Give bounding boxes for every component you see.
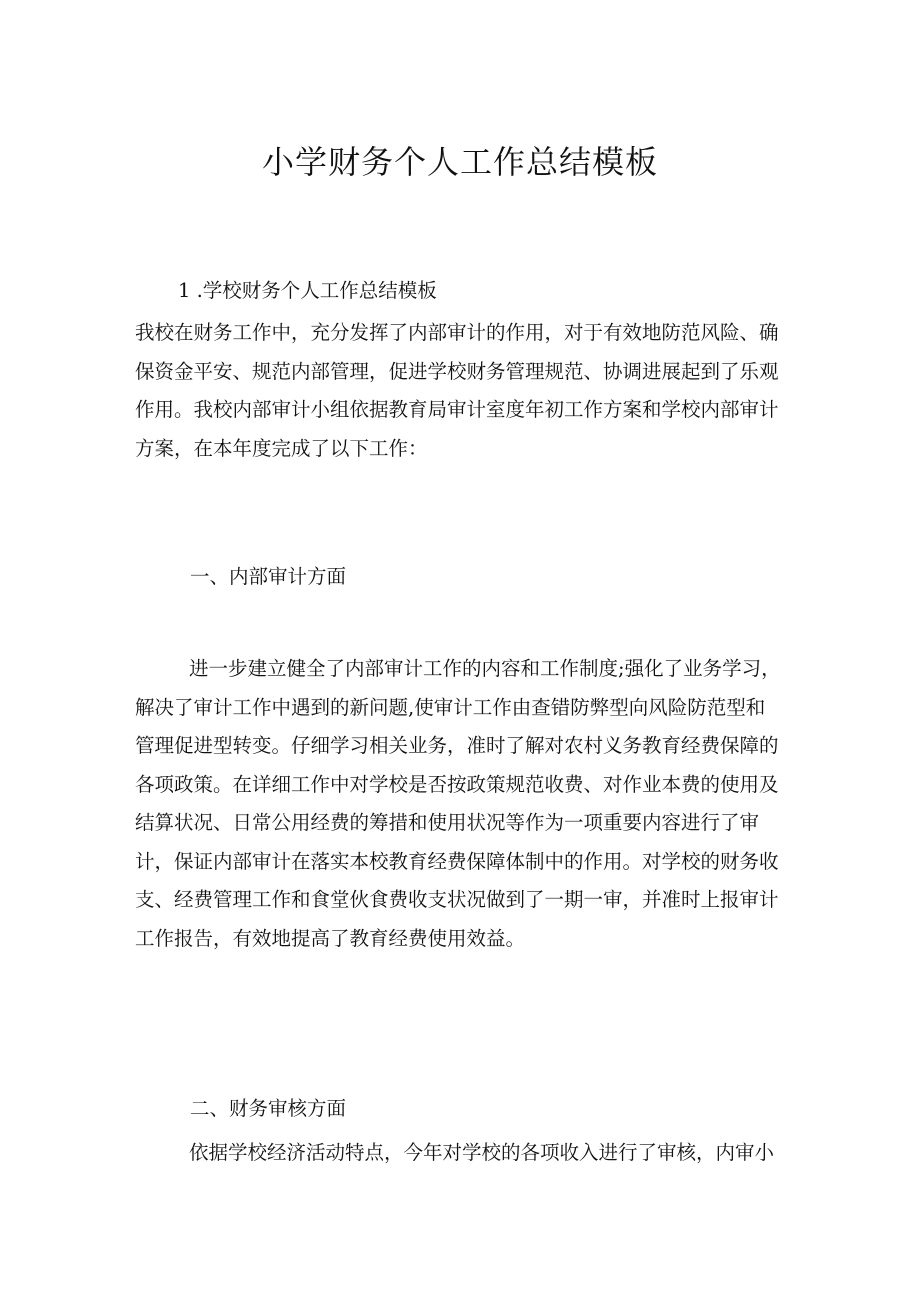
section2-heading: 二、财务审核方面 xyxy=(190,1097,347,1120)
document-title: 小学财务个人工作总结模板 xyxy=(261,143,658,181)
section1-line: 支、经费管理工作和食堂伙食费收支状况做到了一期一审，并准时上报审计 xyxy=(135,888,779,911)
intro-line: 方案，在本年度完成了以下工作： xyxy=(135,436,428,460)
section1-paragraph xyxy=(135,650,800,958)
section2-paragraph xyxy=(135,1134,800,1173)
subtitle: 1 .学校财务个人工作总结模板 xyxy=(178,279,437,302)
section1-line: 计，保证内部审计在落实本校教育经费保障体制中的作用。对学校的财务收 xyxy=(135,849,779,873)
section1-heading: 一、内部审计方面 xyxy=(190,565,347,588)
intro-line: 保资金平安、规范内部管理，促进学校财务管理规范、协调进展起到了乐观 xyxy=(135,359,779,383)
section1-line: 管理促进型转变。仔细学习相关业务，准时了解对农村义务教育经费保障的 xyxy=(135,734,779,757)
section1-line: 工作报告，有效地提高了教育经费使用效益。 xyxy=(135,926,526,950)
intro-line: 我校在财务工作中，充分发挥了内部审计的作用，对于有效地防范风险、确 xyxy=(135,321,779,344)
section1-line: 结算状况、日常公用经费的筹措和使用状况等作为一项重要内容进行了审 xyxy=(135,811,760,834)
section1-line: 进一步建立健全了内部审计工作的内容和工作制度;强化了业务学习， xyxy=(189,657,781,680)
section2-line: 依据学校经济活动特点，今年对学校的各项收入进行了审核，内审小 xyxy=(189,1141,775,1164)
section1-line: 各项政策。在详细工作中对学校是否按政策规范收费、对作业本费的使用及 xyxy=(135,772,779,796)
intro-paragraph xyxy=(135,314,800,468)
section1-line: 解决了审计工作中遇到的新问题,使审计工作由查错防弊型向风险防范型和 xyxy=(135,695,766,719)
intro-line: 作用。我校内部审计小组依据教育局审计室度年初工作方案和学校内部审计 xyxy=(135,398,779,421)
